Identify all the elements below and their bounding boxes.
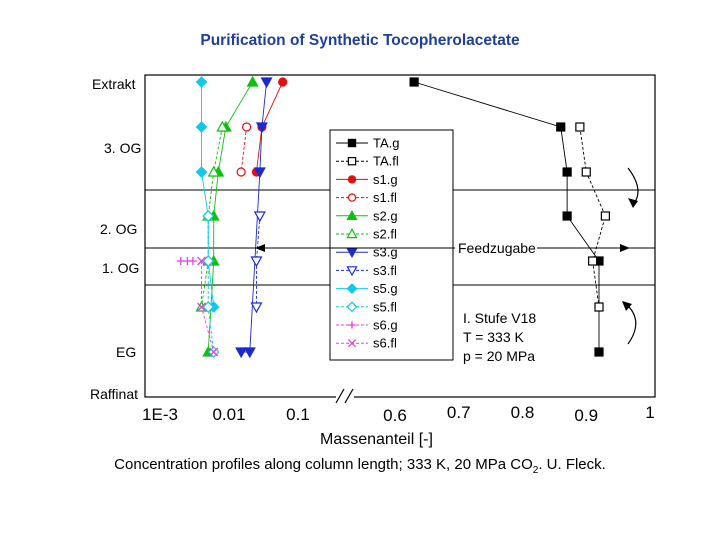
legend-label: s5.g bbox=[373, 281, 398, 297]
data-point bbox=[348, 158, 355, 165]
caption-main: Concentration profiles along column length; 333 K, 20 MPa CO bbox=[114, 456, 533, 473]
data-point bbox=[255, 212, 265, 221]
data-point bbox=[245, 348, 255, 357]
caption-subscript: 2 bbox=[532, 465, 539, 476]
data-point bbox=[410, 78, 418, 86]
data-point bbox=[236, 348, 246, 357]
data-point bbox=[243, 123, 251, 131]
caption-tail: . U. Fleck. bbox=[538, 456, 606, 473]
x-tick-labels bbox=[142, 403, 655, 425]
legend-label: s3.fl bbox=[373, 262, 397, 278]
data-point bbox=[197, 77, 207, 87]
feed-arrow-head-right bbox=[620, 244, 630, 252]
legend-label: s3.g bbox=[373, 244, 398, 260]
data-point bbox=[563, 168, 571, 176]
data-point bbox=[262, 78, 272, 87]
x-tick-label: 0.1 bbox=[286, 405, 310, 424]
x-tick-label: 1E-3 bbox=[142, 405, 178, 424]
stage-label-extrakt: Extrakt bbox=[92, 76, 136, 92]
series-line-s5-g bbox=[202, 82, 214, 307]
data-point bbox=[348, 194, 355, 201]
stage-label-3og: 3. OG bbox=[104, 140, 142, 156]
data-point bbox=[576, 123, 584, 131]
data-point bbox=[595, 303, 603, 311]
legend-label: s1.fl bbox=[373, 190, 397, 206]
x-tick-label: 1 bbox=[645, 403, 655, 422]
data-point bbox=[582, 168, 590, 176]
data-point bbox=[177, 257, 185, 265]
annotation-pressure: p = 20 MPa bbox=[463, 348, 535, 364]
data-point bbox=[197, 167, 207, 177]
legend-label: s5.fl bbox=[373, 299, 397, 315]
x-tick-label: 0.6 bbox=[383, 406, 407, 425]
x-tick-label: 0.7 bbox=[446, 403, 471, 422]
feed-label: Feedzugabe bbox=[458, 240, 536, 256]
data-point bbox=[251, 257, 261, 266]
legend-label: TA.g bbox=[373, 135, 400, 151]
series-line-s1-fl bbox=[241, 127, 246, 172]
legend-label: s1.g bbox=[373, 171, 398, 187]
data-point bbox=[197, 122, 207, 132]
data-point bbox=[601, 212, 609, 220]
data-point bbox=[563, 212, 571, 220]
x-tick-label: 0.9 bbox=[574, 406, 599, 425]
legend-label: s2.g bbox=[373, 208, 398, 224]
data-point bbox=[279, 78, 287, 86]
data-point bbox=[251, 303, 261, 312]
data-point bbox=[557, 123, 565, 131]
stage-label-eg: EG bbox=[116, 344, 137, 360]
stage-label-1og: 1. OG bbox=[102, 260, 140, 276]
stage-label-2og: 2. OG bbox=[100, 221, 138, 237]
stage-label-raffinat: Raffinat bbox=[90, 386, 138, 402]
chart-title: Purification of Synthetic Tocopherolacetate bbox=[200, 32, 520, 49]
figure-caption bbox=[0, 456, 720, 476]
legend-label: s2.fl bbox=[373, 226, 397, 242]
annotation-temperature: T = 333 K bbox=[463, 329, 524, 345]
data-point bbox=[348, 176, 355, 183]
x-axis-label: Massenanteil [-] bbox=[320, 431, 433, 448]
legend-label: TA.fl bbox=[373, 153, 399, 169]
data-point bbox=[248, 77, 258, 86]
x-tick-label: 0.01 bbox=[212, 405, 246, 424]
feed-arrow-head-left bbox=[255, 244, 265, 252]
data-point bbox=[589, 257, 597, 265]
data-point bbox=[595, 348, 603, 356]
data-point bbox=[237, 168, 245, 176]
legend-label: s6.fl bbox=[373, 335, 397, 351]
annotation-stage: I. Stufe V18 bbox=[463, 310, 537, 326]
legend-label: s6.g bbox=[373, 317, 398, 333]
x-tick-label: 0.8 bbox=[510, 403, 535, 422]
data-point bbox=[348, 139, 355, 146]
